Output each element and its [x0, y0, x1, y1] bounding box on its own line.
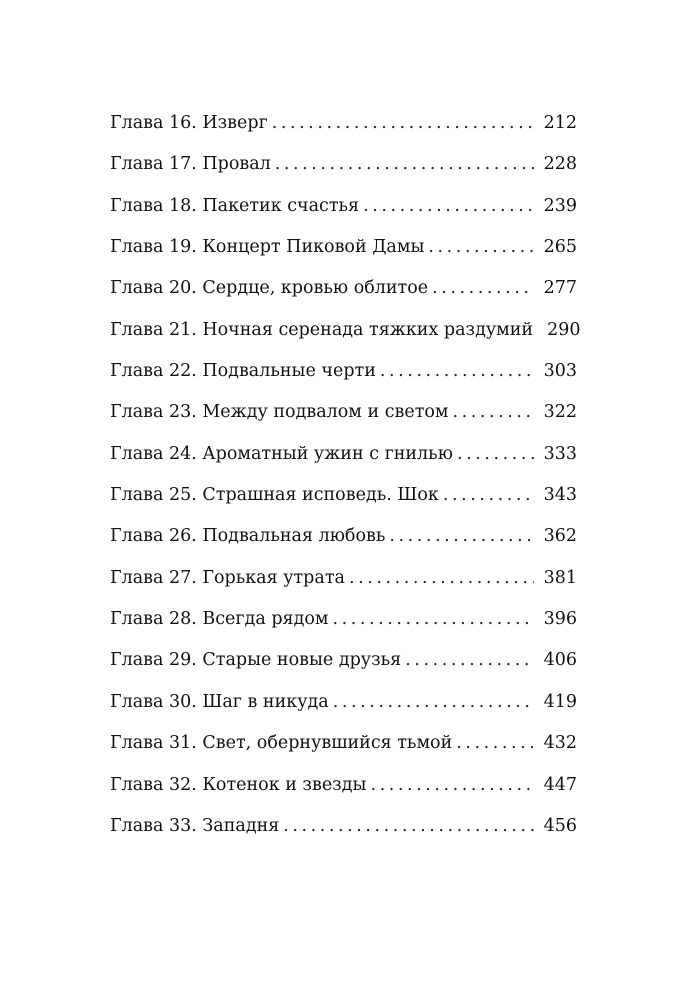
toc-entry [110, 599, 577, 640]
toc-entry-title: Глава 24. Ароматный ужин с гнилью [110, 443, 453, 464]
toc-entry-page-number: 396 [543, 609, 577, 630]
toc-entry-title: Глава 23. Между подвалом и светом [110, 402, 449, 423]
toc-entry [110, 227, 577, 268]
toc-entry [110, 558, 577, 599]
toc-entry-page-number: 381 [543, 567, 577, 588]
toc-entry [110, 723, 577, 764]
toc-entry-page-number: 212 [543, 113, 577, 133]
toc-entry-title: Глава 28. Всегда рядом [110, 609, 329, 630]
toc-entry [110, 310, 581, 351]
toc-entry-title: Глава 21. Ночная серенада тяжких раздумий [110, 319, 534, 340]
toc-entry [110, 682, 577, 723]
toc-entry-title: Глава 32. Котенок и звезды [110, 774, 367, 795]
toc-entry [110, 144, 577, 185]
toc-entry-title: Глава 33. Западня [110, 815, 280, 836]
dot-leader [349, 558, 534, 599]
dot-leader [370, 765, 533, 806]
toc-entry-page-number: 362 [543, 526, 577, 547]
toc-entry-page-number: 239 [543, 195, 577, 216]
toc-entry-page-number: 303 [543, 361, 577, 382]
toc-entry-title: Глава 19. Концерт Пиковой Дамы [110, 237, 425, 258]
toc-entry-title: Глава 31. Свет, обернувшийся тьмой [110, 733, 453, 754]
toc-entry-page-number: 456 [543, 815, 577, 836]
toc-entry-page-number: 277 [543, 278, 577, 299]
toc-entry [110, 806, 577, 847]
dot-leader [333, 682, 534, 723]
dot-leader [432, 268, 533, 309]
dot-leader [405, 640, 533, 681]
dot-leader [380, 351, 534, 392]
toc-entry [110, 475, 577, 516]
toc-entry-page-number: 343 [543, 485, 577, 506]
toc-entry [110, 434, 577, 475]
table-of-contents [110, 103, 581, 847]
toc-entry-page-number: 432 [543, 733, 577, 754]
toc-entry-page-number: 322 [543, 402, 577, 423]
toc-entry-page-number: 406 [543, 650, 577, 671]
dot-leader [283, 806, 533, 847]
dot-leader [428, 227, 533, 268]
dot-leader [456, 723, 533, 764]
dot-leader [333, 599, 534, 640]
toc-entry-page-number: 265 [543, 237, 577, 258]
toc-entry-title: Глава 17. Провал [110, 154, 271, 175]
toc-entry-page-number: 333 [543, 443, 577, 464]
toc-entry-title: Глава 26. Подвальная любовь [110, 526, 386, 547]
toc-entry-page-number: 290 [547, 319, 581, 340]
dot-leader [389, 516, 533, 557]
toc-entry-title: Глава 30. Шаг в никуда [110, 691, 329, 712]
toc-entry-title: Глава 29. Старые новые друзья [110, 650, 402, 671]
toc-entry-page-number: 419 [543, 691, 577, 712]
toc-entry [110, 351, 577, 392]
dot-leader [443, 475, 534, 516]
toc-entry [110, 392, 577, 433]
toc-entry [110, 640, 577, 681]
dot-leader [453, 392, 534, 433]
toc-entry [110, 268, 577, 309]
dot-leader [363, 186, 534, 227]
toc-entry [110, 186, 577, 227]
toc-entry-title: Глава 16. Изверг [110, 113, 268, 133]
toc-entry [110, 516, 577, 557]
toc-entry-page-number: 228 [543, 154, 577, 175]
toc-entry-title: Глава 18. Пакетик счастья [110, 195, 360, 216]
toc-entry-page-number: 447 [543, 774, 577, 795]
toc-entry [110, 765, 577, 806]
dot-leader [272, 103, 534, 144]
toc-entry-title: Глава 25. Страшная исповедь. Шок [110, 485, 439, 506]
dot-leader [275, 144, 534, 185]
toc-entry [110, 103, 577, 144]
dot-leader [457, 434, 534, 475]
toc-entry-title: Глава 22. Подвальные черти [110, 361, 376, 382]
toc-entry-title: Глава 20. Сердце, кровью облитое [110, 278, 429, 299]
toc-entry-title: Глава 27. Горькая утрата [110, 567, 345, 588]
